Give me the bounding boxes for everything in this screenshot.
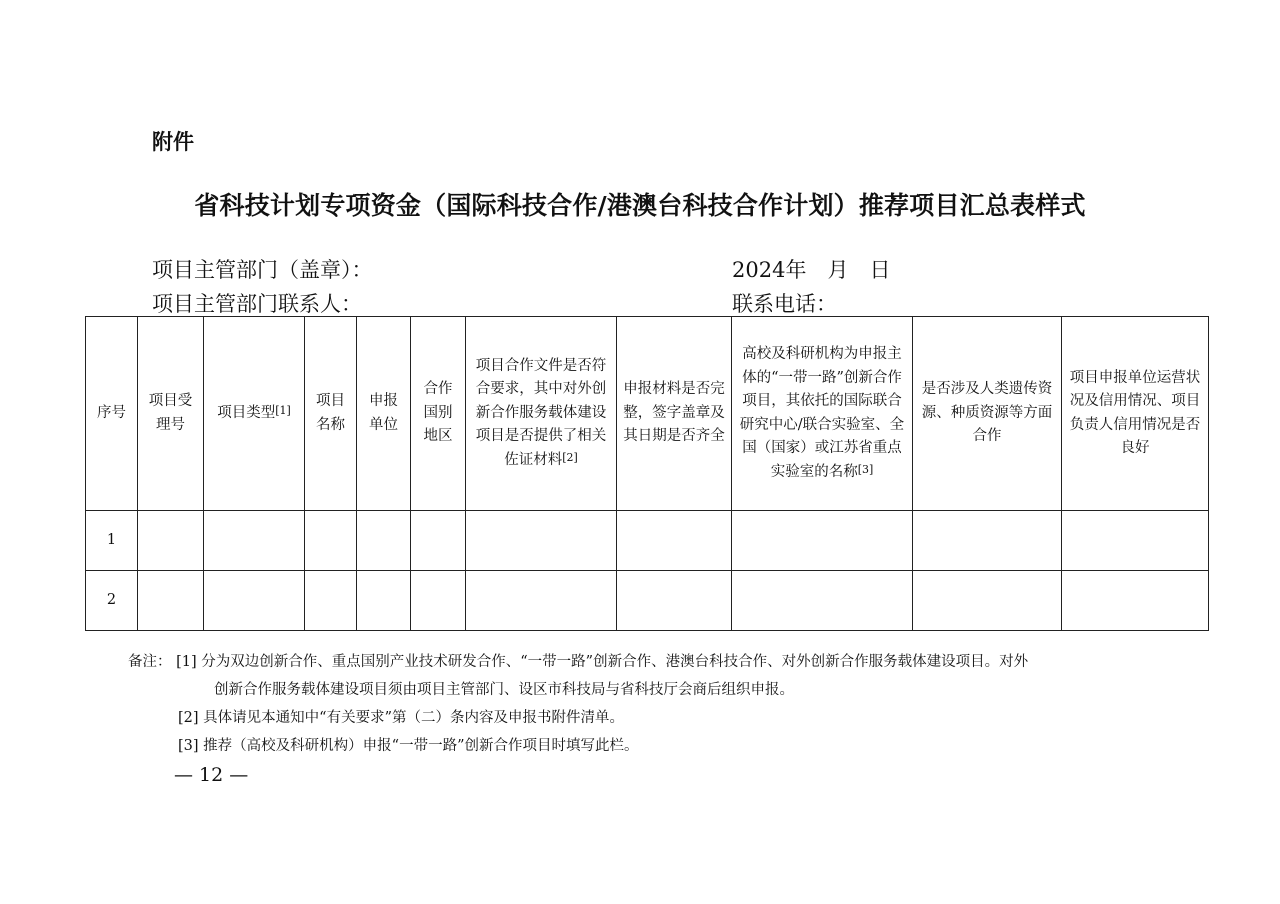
table-cell [617,571,732,631]
table-cell [1062,571,1209,631]
table-cell [305,571,357,631]
header-cell-applicant: 申报单位 [357,317,411,511]
notes-section [128,648,1028,760]
page-number: — 12 — [174,764,249,786]
header-cell-accept-no: 项目受理号 [138,317,204,511]
attachment-label: 附件 [152,130,194,154]
table-cell [1062,511,1209,571]
table-cell [466,511,617,571]
row-number: 2 [86,571,138,631]
note-1-cont: 创新合作服务载体建设项目须由项目主管部门、设区市科技局与省科技厅会商后组织申报。 [214,682,794,698]
header-cell-docs: 项目合作文件是否符合要求，其中对外创新合作服务载体建设项目是否提供了相关佐证材料[2] [466,317,617,511]
table-cell [138,571,204,631]
dept-label: 项目主管部门（盖章）： [152,258,373,282]
header-cell-genetic: 是否涉及人类遗传资源、种质资源等方面合作 [913,317,1062,511]
header-cell-region: 合作国别地区 [411,317,466,511]
header-cell-project-name: 项目名称 [305,317,357,511]
header-cell-type: 项目类型[1] [204,317,305,511]
table-cell [204,571,305,631]
table-cell [732,571,913,631]
date-label: 2024年 月 日 [732,258,891,282]
table-cell [913,511,1062,571]
note-2 [128,704,1028,732]
note-3-mark: [3] [178,738,199,754]
header-cell-credit: 项目申报单位运营状况及信用情况、项目负责人信用情况是否良好 [1062,317,1209,511]
table-cell [204,511,305,571]
table-cell [913,571,1062,631]
header-cell-seq: 序号 [86,317,138,511]
table-cell [466,571,617,631]
note-1 [128,648,1028,676]
note-1-text: 分为双边创新合作、重点国别产业技术研发合作、“一带一路”创新合作、港澳台科技合作、对外创新合作服务载体建设项目。对外 [201,654,1029,670]
table-cell [617,511,732,571]
footnote-mark: [2] [562,450,578,464]
notes-prefix: 备注： [128,654,172,670]
summary-table [85,316,1209,631]
footnote-mark: [1] [275,403,291,417]
table-cell [411,511,466,571]
table-cell [357,511,411,571]
note-1-mark: [1] [176,654,197,670]
contact-label: 项目主管部门联系人： [152,292,362,316]
table-header-row [86,317,1209,511]
header-cell-materials: 申报材料是否完整，签字盖章及其日期是否齐全 [617,317,732,511]
table-cell [732,511,913,571]
table-cell [305,511,357,571]
phone-label: 联系电话： [732,292,837,316]
note-2-mark: [2] [178,710,199,726]
table-cell [357,571,411,631]
table-cell [138,511,204,571]
header-cell-lab-name: 高校及科研机构为申报主体的“一带一路”创新合作项目，其依托的国际联合研究中心/联合实验室、全国（国家）或江苏省重点实验室的名称[3] [732,317,913,511]
note-3 [128,732,1028,760]
document-title: 省科技计划专项资金（国际科技合作/港澳台科技合作计划）推荐项目汇总表样式 [194,191,1086,220]
note-3-text: 推荐（高校及科研机构）申报“一带一路”创新合作项目时填写此栏。 [203,738,639,754]
row-number: 1 [86,511,138,571]
table-row [86,571,1209,631]
footnote-mark: [3] [857,462,874,476]
table-row [86,511,1209,571]
table-cell [411,571,466,631]
note-2-text: 具体请见本通知中“有关要求”第（二）条内容及申报书附件清单。 [203,710,624,726]
